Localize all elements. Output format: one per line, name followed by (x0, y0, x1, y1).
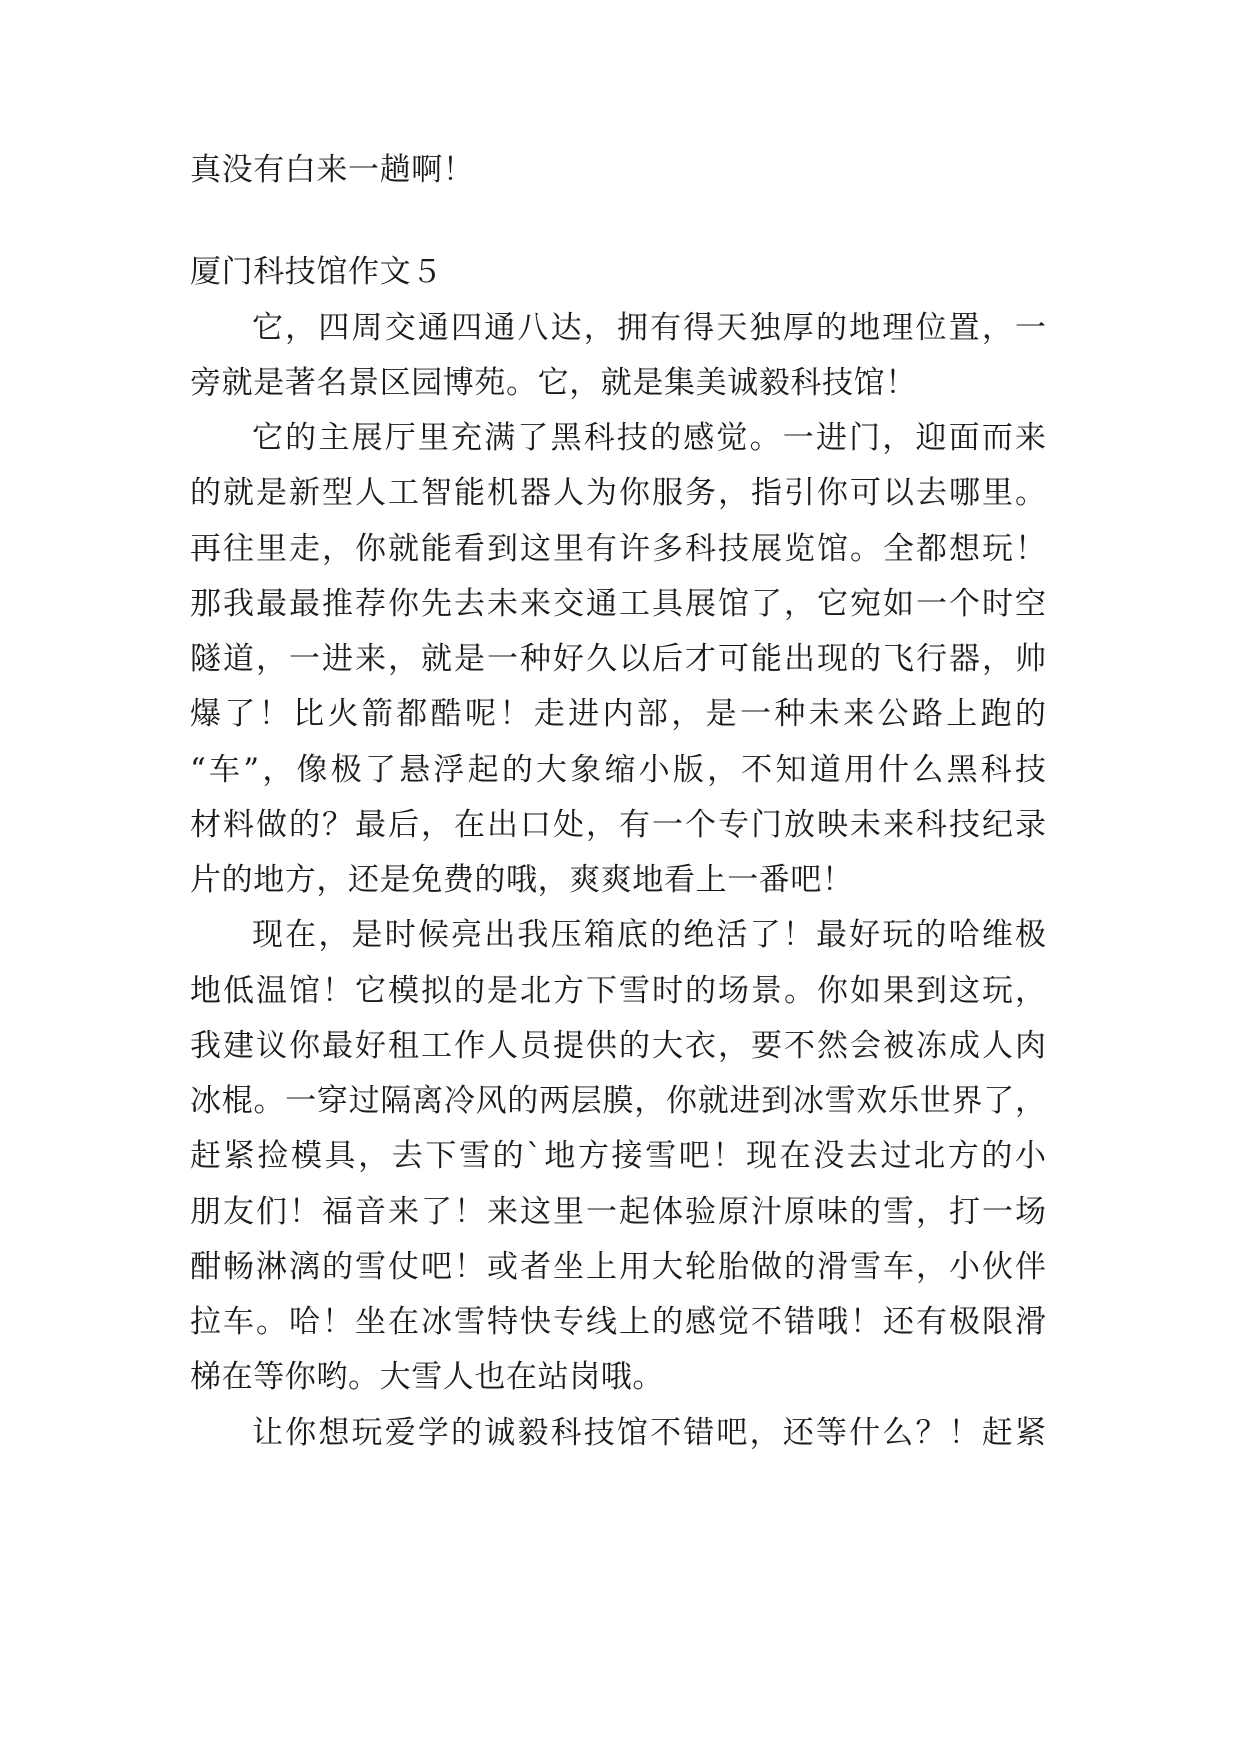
text-line: 爆了！比火箭都酷呢！走进内部，是一种未来公路上跑的 (190, 696, 1046, 732)
text-line: 片的地方，还是免费的哦，爽爽地看上一番吧！ (190, 862, 854, 898)
text-line: 隧道，一进来，就是一种好久以后才可能出现的飞行器，帅 (190, 641, 1046, 677)
text-line: 的就是新型人工智能机器人为你服务，指引你可以去哪里。 (190, 475, 1046, 511)
text-line: 旁就是著名景区园博苑。它，就是集美诚毅科技馆！ (190, 365, 917, 401)
text-line: 冰棍。一穿过隔离冷风的两层膜，你就进到冰雪欢乐世界了， (190, 1083, 1046, 1119)
text-line: 材料做的？最后，在出口处，有一个专门放映未来科技纪录 (190, 807, 1046, 843)
text-line: 让你想玩爱学的诚毅科技馆不错吧，还等什么？！赶紧 (252, 1415, 1046, 1451)
text-line: “车”，像极了悬浮起的大象缩小版，不知道用什么黑科技 (190, 752, 1046, 788)
text-line: 它的主展厅里充满了黑科技的感觉。一进门，迎面而来 (252, 420, 1046, 456)
text-line: 拉车。哈！坐在冰雪特快专线上的感觉不错哦！还有极限滑 (190, 1304, 1046, 1340)
text-line: 酣畅淋漓的雪仗吧！或者坐上用大轮胎做的滑雪车，小伙伴 (190, 1249, 1046, 1285)
text-line: 朋友们！福音来了！来这里一起体验原汁原味的雪，打一场 (190, 1194, 1046, 1230)
text-line: 赶紧捡模具，去下雪的`地方接雪吧！现在没去过北方的小 (190, 1138, 1046, 1174)
text-line: 再往里走，你就能看到这里有许多科技展览馆。全都想玩！ (190, 531, 1046, 567)
text-line: 它，四周交通四通八达，拥有得天独厚的地理位置，一 (252, 310, 1046, 346)
text-line: 梯在等你哟。大雪人也在站岗哦。 (190, 1359, 664, 1395)
text-line: 真没有白来一趟啊！ (190, 152, 475, 188)
text-line: 那我最最推荐你先去未来交通工具展馆了，它宛如一个时空 (190, 586, 1046, 622)
text-line: 地低温馆！它模拟的是北方下雪时的场景。你如果到这玩， (190, 973, 1046, 1009)
section-heading: 厦门科技馆作文５ (190, 254, 443, 290)
text-line: 我建议你最好租工作人员提供的大衣，要不然会被冻成人肉 (190, 1028, 1046, 1064)
text-line: 现在，是时候亮出我压箱底的绝活了！最好玩的哈维极 (252, 917, 1046, 953)
